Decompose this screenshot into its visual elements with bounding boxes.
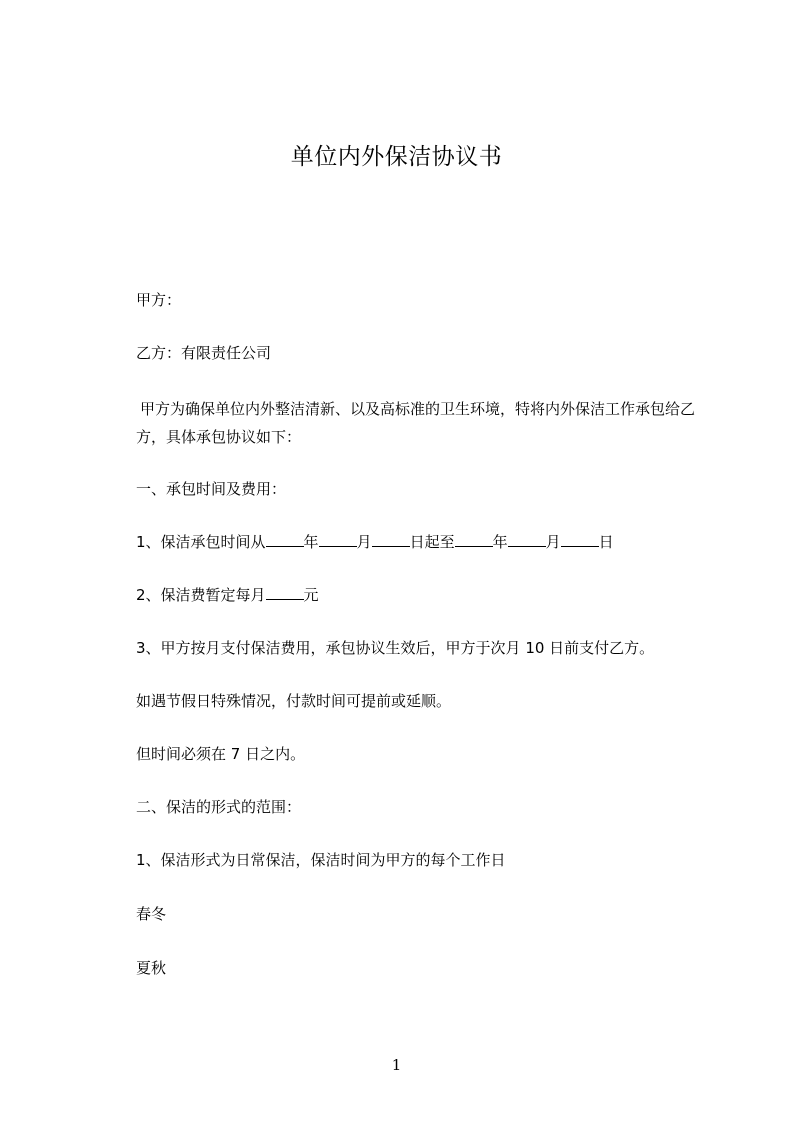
payment-terms-line: 3、甲方按月支付保洁费用，承包协议生效后，甲方于次月 10 日前支付乙方。 [136,639,655,657]
holiday-note-line: 如遇节假日特殊情况，付款时间可提前或延顺。 [136,692,452,710]
contract-period-line [136,530,614,554]
monthly-fee-blank [266,585,304,600]
start-day-label: 日起至 [409,533,455,551]
end-year-blank [455,532,493,547]
end-day-blank [561,532,599,547]
monthly-fee-suffix: 元 [303,586,319,604]
document-title: 单位内外保洁协议书 [290,144,503,170]
start-month-blank [319,532,357,547]
start-year-blank [266,532,304,547]
page-number: 1 [391,1056,402,1074]
section-2-heading: 二、保洁的形式的范围： [136,798,302,816]
start-month-label: 月 [356,533,372,551]
cleaning-form-line: 1、保洁形式为日常保洁，保洁时间为甲方的每个工作日 [136,851,506,869]
start-year-label: 年 [303,533,319,551]
end-month-label: 月 [545,533,561,551]
end-year-label: 年 [492,533,508,551]
intro-text: 甲方为确保单位内外整洁清新、以及高标准的卫生环境，特将内外保洁工作承包给乙方，具体承包协议如下： [136,400,696,446]
party-a-line: 甲方： [136,291,182,309]
party-b-line: 乙方：有限责任公司 [136,344,272,362]
start-day-blank [372,532,410,547]
section-1-heading: 一、承包时间及费用： [136,480,287,498]
time-limit-line: 但时间必须在 7 日之内。 [136,745,306,763]
contract-period-prefix: 1、保洁承包时间从 [136,533,266,551]
season-summer-autumn: 夏秋 [136,959,167,977]
end-month-blank [508,532,546,547]
intro-paragraph [136,395,706,451]
monthly-fee-line [136,583,319,607]
end-day-label: 日 [598,533,614,551]
monthly-fee-prefix: 2、保洁费暂定每月 [136,586,266,604]
season-spring-winter: 春冬 [136,905,167,923]
